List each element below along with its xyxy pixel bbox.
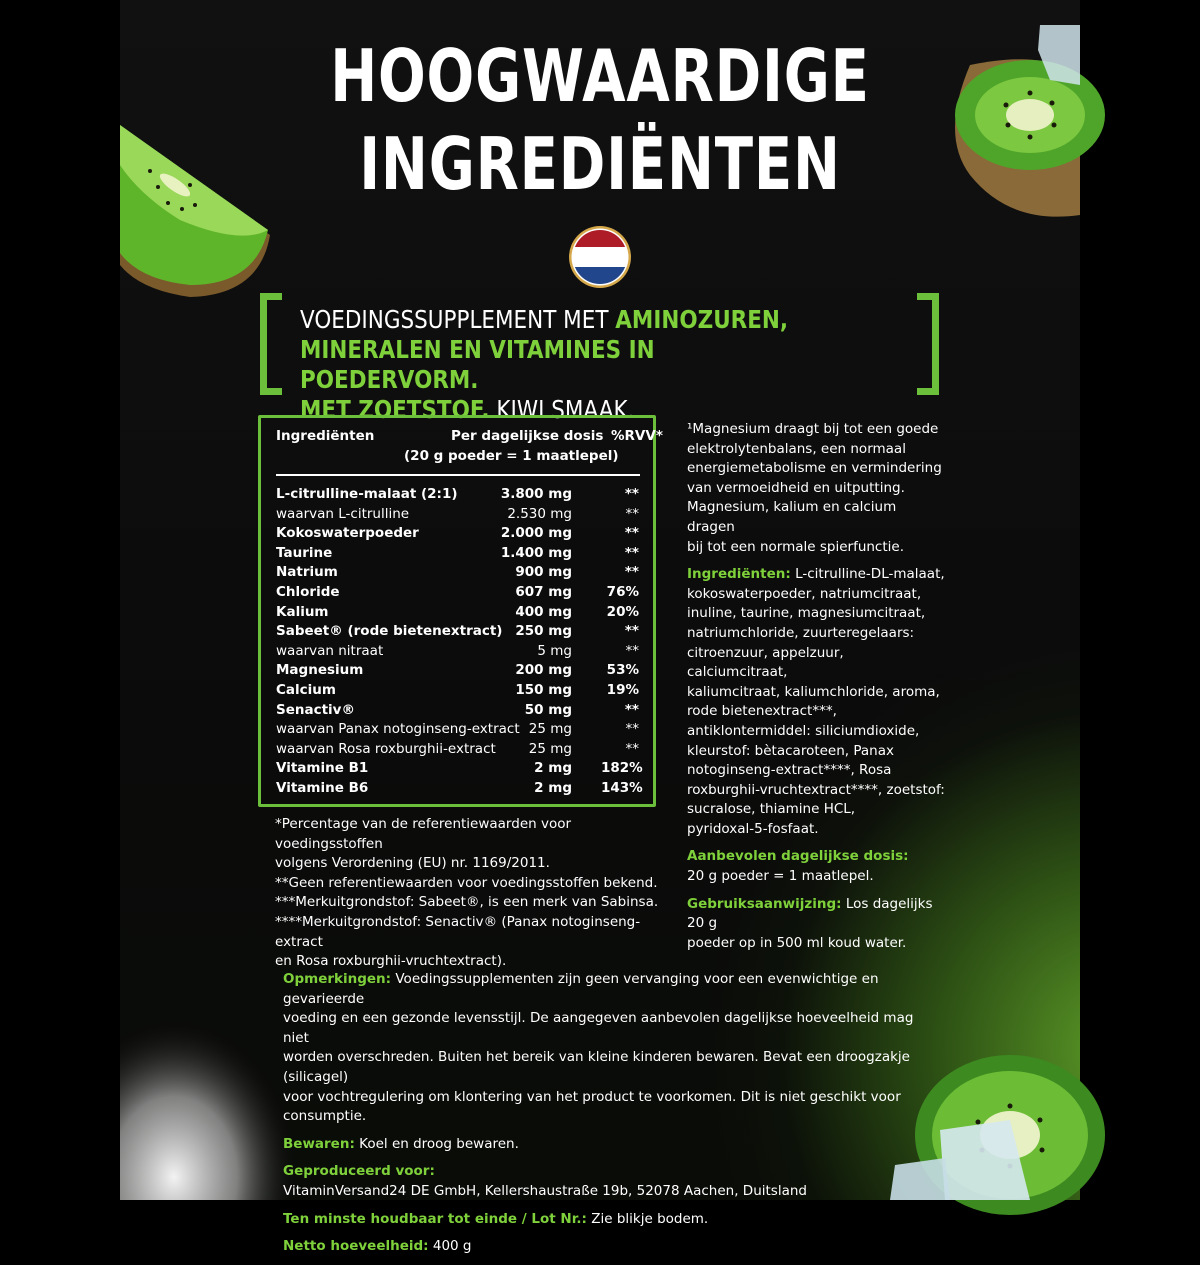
row-amount: 150 mg xyxy=(515,682,572,698)
net-block xyxy=(283,1237,923,1257)
net-text: 400 g xyxy=(428,1238,472,1255)
row-rvv: ** xyxy=(624,525,639,542)
ingredients-label: Ingrediënten: xyxy=(687,566,791,583)
row-amount: 250 mg xyxy=(515,623,572,640)
bestbefore-text: Zie blikje bodem. xyxy=(586,1210,709,1227)
claim-line: bij tot een normale spierfunctie. xyxy=(687,538,904,555)
row-ingredient: Chloride xyxy=(276,584,340,600)
row-ingredient: Kokoswaterpoeder xyxy=(276,525,419,542)
storage-block xyxy=(283,1135,923,1155)
row-rvv: ** xyxy=(624,623,639,640)
row-ingredient: Kalium xyxy=(276,603,329,620)
ingredients-line: sucralose, thiamine HCL, xyxy=(687,801,856,818)
row-ingredient: Sabeet® (rode bietenextract) xyxy=(276,623,503,640)
row-amount: 1.400 mg xyxy=(500,544,572,561)
header-dose-line1: Per dagelijkse dosis xyxy=(451,428,604,444)
bestbefore-block xyxy=(283,1210,923,1230)
remarks-line: worden overschreden. Buiten het bereik van kleine kinderen bewaren. Bevat een droogzakje (silicagel) xyxy=(283,1049,910,1085)
footnote-line: **Geen referentiewaarden voor voedingsstoffen bekend. xyxy=(275,874,658,891)
claim-line: Magnesium, kalium en calcium dragen xyxy=(687,499,897,535)
row-amount: 50 mg xyxy=(524,701,572,718)
ingredients-line: kleurstof: bètacaroteen, Panax xyxy=(687,742,894,759)
dose-text: 20 g poeder = 1 maatlepel. xyxy=(687,868,874,885)
row-rvv: 182% xyxy=(601,760,643,777)
powder-splash-icon xyxy=(120,970,300,1200)
row-ingredient: L-citrulline-malaat (2:1) xyxy=(276,486,458,502)
footnote-line: *Percentage van de referentiewaarden voor voedingsstoffen xyxy=(275,816,572,852)
row-rvv: ** xyxy=(624,701,639,718)
remarks-first: Voedingssupplementen zijn geen vervanging voor een evenwichtige en gevarieerde xyxy=(283,971,879,1007)
row-rvv: ** xyxy=(624,486,639,502)
row-amount: 25 mg xyxy=(528,721,572,738)
row-amount: 200 mg xyxy=(515,662,572,679)
row-amount: 900 mg xyxy=(515,564,572,581)
left-bracket xyxy=(260,293,282,395)
header-ingredient: Ingrediënten xyxy=(276,428,375,444)
row-amount: 607 mg xyxy=(515,584,572,600)
footnotes xyxy=(275,815,665,972)
row-amount: 5 mg xyxy=(537,642,572,659)
title-line-1: HOOGWAARDIGE xyxy=(330,34,870,118)
footnote-line: en Rosa roxburghii-vruchtextract). xyxy=(275,953,507,970)
storage-label: Bewaren: xyxy=(283,1135,355,1152)
net-label: Netto hoeveelheid: xyxy=(283,1238,429,1255)
usage-text: poeder op in 500 ml koud water. xyxy=(687,934,907,951)
table-header-rule xyxy=(276,474,640,476)
claim-line: energiemetabolisme en vermindering xyxy=(687,460,942,477)
subtitle-highlight-2: MINERALEN EN VITAMINES IN POEDERVORM. xyxy=(300,335,655,394)
right-bracket xyxy=(917,293,939,395)
subtitle-text-1: VOEDINGSSUPPLEMENT MET xyxy=(300,305,616,334)
subtitle-highlight-1: AMINOZUREN, xyxy=(615,305,789,334)
footnote-line: ***Merkuitgrondstof: Sabeet®, is een merk van Sabinsa. xyxy=(275,894,659,911)
right-info-column xyxy=(687,420,947,953)
ingredients-line: notoginseng-extract****, Rosa xyxy=(687,762,892,779)
row-amount: 2.530 mg xyxy=(507,505,572,522)
ingredients-line: citroenzuur, appelzuur, calciumcitraat, xyxy=(687,644,844,681)
subtitle-highlight-3: MET ZOETSTOF. xyxy=(300,395,490,424)
producer-text: VitaminVersand24 DE GmbH, Kellershaustraße 19b, 52078 Aachen, Duitsland xyxy=(283,1182,807,1199)
row-ingredient: waarvan L-citrulline xyxy=(276,505,410,522)
row-ingredient: Taurine xyxy=(276,544,333,561)
row-amount: 25 mg xyxy=(528,740,572,757)
ingredients-line: kokoswaterpoeder, natriumcitraat, xyxy=(687,585,922,602)
ingredients-line: roxburghii-vruchtextract****, zoetstof: xyxy=(687,781,945,798)
header-dose-line2: (20 g poeder = 1 maatlepel) xyxy=(404,448,619,464)
row-rvv: 76% xyxy=(606,584,639,600)
nutrition-table xyxy=(258,415,663,807)
ingredients-line: antiklontermiddel: siliciumdioxide, xyxy=(687,722,920,739)
dose-label: Aanbevolen dagelijkse dosis: xyxy=(687,848,909,865)
row-ingredient: waarvan nitraat xyxy=(276,642,384,659)
producer-block xyxy=(283,1162,923,1201)
bottom-info xyxy=(283,970,923,1265)
row-ingredient: Calcium xyxy=(276,682,336,698)
row-rvv: 20% xyxy=(606,603,639,620)
claim-line: van vermoeidheid en uitputting. xyxy=(687,479,905,496)
subtitle-text-2: KIWI SMAAK. xyxy=(489,395,635,424)
usage-label: Gebruiksaanwijzing: xyxy=(687,895,842,912)
row-ingredient: Vitamine B1 xyxy=(276,760,369,777)
bestbefore-label: Ten minste houdbaar tot einde / Lot Nr.: xyxy=(283,1210,587,1227)
row-ingredient: Magnesium xyxy=(276,662,364,679)
footnote-line: volgens Verordening (EU) nr. 1169/2011. xyxy=(275,855,550,872)
storage-text: Koel en droog bewaren. xyxy=(354,1135,519,1152)
row-amount: 3.800 mg xyxy=(500,486,572,502)
usage-first: Los dagelijks 20 g xyxy=(687,895,933,932)
ingredients-line: inuline, taurine, magnesiumcitraat, xyxy=(687,605,926,622)
row-rvv: ** xyxy=(625,740,639,757)
claim-line: elektrolytenbalans, een normaal xyxy=(687,440,906,457)
row-amount: 2.000 mg xyxy=(500,525,572,542)
row-rvv: 143% xyxy=(601,780,643,796)
producer-label: Geproduceerd voor: xyxy=(283,1163,435,1180)
row-rvv: ** xyxy=(625,721,639,738)
remarks-block xyxy=(283,970,923,1127)
row-ingredient: Senactiv® xyxy=(276,701,355,718)
row-ingredient: Vitamine B6 xyxy=(276,780,369,796)
remarks-label: Opmerkingen: xyxy=(283,971,392,987)
product-subtitle xyxy=(300,305,816,425)
row-ingredient: Natrium xyxy=(276,564,338,581)
row-ingredient: waarvan Rosa roxburghii-extract xyxy=(276,740,496,757)
row-rvv: ** xyxy=(624,544,639,561)
ingredients-line: natriumchloride, zuurteregelaars: xyxy=(687,624,915,641)
claim-line: ¹Magnesium draagt bij tot een goede xyxy=(687,421,939,437)
row-ingredient: waarvan Panax notoginseng-extract xyxy=(276,721,520,738)
footnote-line: ****Merkuitgrondstof: Senactiv® (Panax notoginseng-extract xyxy=(275,913,641,950)
row-rvv: 19% xyxy=(606,682,639,698)
title-line-2: INGREDIËNTEN xyxy=(359,122,841,206)
row-amount: 400 mg xyxy=(515,603,572,620)
row-amount: 2 mg xyxy=(534,780,572,796)
ingredients-line: rode bietenextract***, xyxy=(687,703,837,720)
remarks-line: consumptie. xyxy=(283,1108,367,1125)
header-rvv: %RVV* xyxy=(611,428,663,444)
ingredients-line: kaliumcitraat, kaliumchloride, aroma, xyxy=(687,683,940,700)
remarks-line: voeding en een gezonde levensstijl. De aangegeven aanbevolen dagelijkse hoeveelheid mag niet xyxy=(283,1010,914,1046)
dutch-flag-icon xyxy=(568,225,632,289)
ingredients-line: pyridoxal-5-fosfaat. xyxy=(687,820,819,837)
row-rvv: ** xyxy=(625,505,639,522)
row-rvv: 53% xyxy=(606,662,639,679)
remarks-line: voor vochtregulering om klontering van het product te voorkomen. Dit is niet geschikt voor xyxy=(283,1088,901,1105)
row-amount: 2 mg xyxy=(534,760,572,777)
product-label-panel xyxy=(120,0,1080,1255)
row-rvv: ** xyxy=(624,564,639,581)
row-rvv: ** xyxy=(625,642,639,659)
ingredients-first: L-citrulline-DL-malaat, xyxy=(790,566,945,583)
